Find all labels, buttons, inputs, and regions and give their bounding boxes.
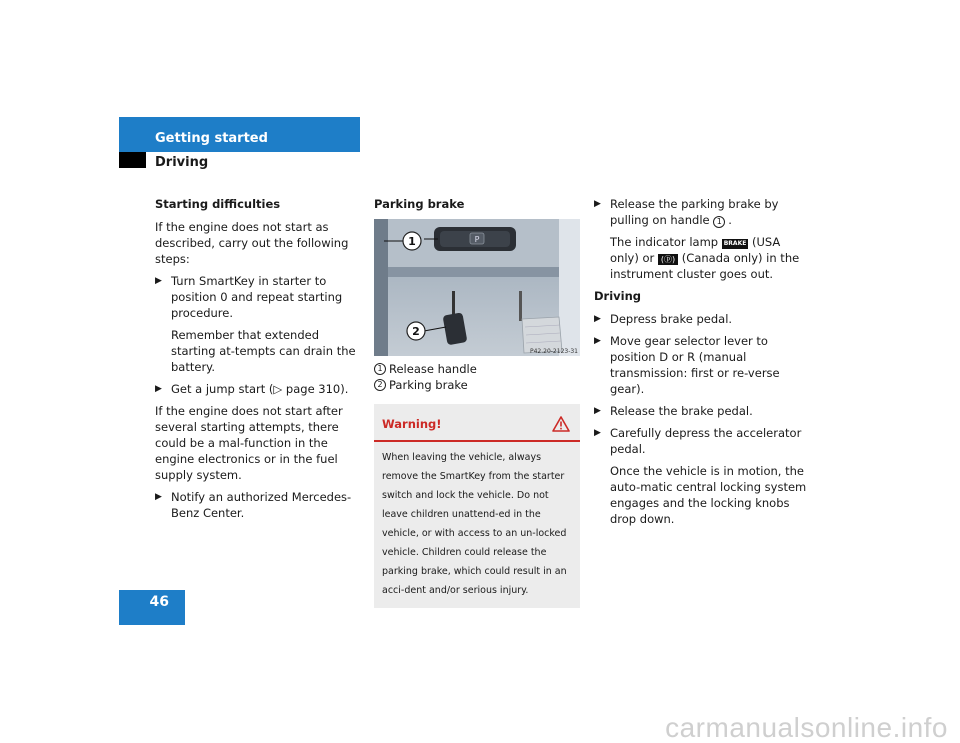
step-release-parking-brake: ▶ Release the parking brake by pulling on handle 1 . [594, 197, 779, 227]
triangle-right-icon: ▶ [594, 199, 601, 209]
parking-lamp-icon: (ⓟ) [658, 254, 678, 265]
brake-lamp-icon: BRAKE [723, 240, 747, 247]
step-gear-selector: ▶ Move gear selector lever to position D or R (manual transmission: first or re-verse gear). [594, 334, 780, 396]
legend-number: 1 [374, 363, 386, 375]
watermark: carmanualsonline.info [665, 712, 948, 743]
triangle-right-icon: ▶ [594, 314, 601, 324]
warning-header [374, 404, 580, 442]
step-release-brake-pedal: ▶ Release the brake pedal. [594, 404, 753, 418]
column-parking-brake [374, 196, 582, 608]
header-marker [119, 152, 146, 168]
indicator-lamp-note: The indicator lamp BRAKE (USA only) or (ⓟ) (Canada only) in the instrument cluster goes out. [610, 235, 800, 281]
column-driving [594, 196, 809, 533]
triangle-right-icon: ▶ [594, 428, 601, 438]
callout-1: 1 [408, 235, 416, 248]
triangle-right-icon: ▶ [155, 276, 162, 286]
warning-box [374, 404, 580, 608]
central-locking-note: Once the vehicle is in motion, the auto-matic central locking system engages and the locking knobs drop down. [610, 464, 807, 526]
heading-parking-brake: Parking brake [374, 197, 465, 211]
legend-number: 2 [374, 379, 386, 391]
svg-text:P: P [474, 235, 480, 244]
warning-text: When leaving the vehicle, always remove the SmartKey from the starter switch and lock the vehicle. Do not leave children unattend-ed in the vehicle, or with access to an un-locked vehicle. Children could release the parking brake, which could result in an acci-dent and/or serious injury. [382, 452, 567, 596]
parking-brake-photo [374, 219, 580, 356]
intro-text: If the engine does not start as described, carry out the following steps: [155, 220, 349, 266]
image-code: P42.20-2123-31 [529, 348, 578, 355]
triangle-right-icon: ▶ [594, 406, 601, 416]
callout-2: 2 [412, 325, 420, 338]
legend-item-parking-brake: 2 Parking brake [374, 377, 582, 393]
step-depress-accelerator: ▶ Carefully depress the accelerator pedal. [594, 426, 802, 456]
section-subtitle: Driving [155, 155, 209, 170]
step-turn-key: ▶ Turn SmartKey in starter to position 0 and repeat starting procedure. [155, 274, 343, 320]
warning-triangle-icon [552, 416, 570, 432]
triangle-right-icon: ▶ [594, 336, 601, 346]
heading-driving: Driving [594, 289, 642, 303]
triangle-right-icon: ▶ [155, 384, 162, 394]
heading-starting-difficulties: Starting difficulties [155, 197, 281, 211]
handle-number: 1 [713, 216, 725, 228]
triangle-right-icon: ▶ [155, 492, 162, 502]
step-depress-brake: ▶ Depress brake pedal. [594, 312, 733, 326]
legend-item-release-handle: 1 Release handle [374, 361, 582, 377]
warning-title: Warning! [382, 417, 442, 431]
column-starting-difficulties [155, 196, 365, 527]
malfunction-text: If the engine does not start after several starting attempts, there could be a mal-function in the engine electronics or in the fuel supply system. [155, 404, 343, 482]
section-title: Getting started [155, 131, 268, 146]
page-number: 46 [149, 594, 169, 610]
step-jump-start: ▶ Get a jump start (▷ page 310). [155, 382, 349, 396]
step-notify-center: ▶ Notify an authorized Mercedes-Benz Center. [155, 490, 352, 520]
step-note: Remember that extended starting at-tempts can drain the battery. [171, 328, 356, 374]
